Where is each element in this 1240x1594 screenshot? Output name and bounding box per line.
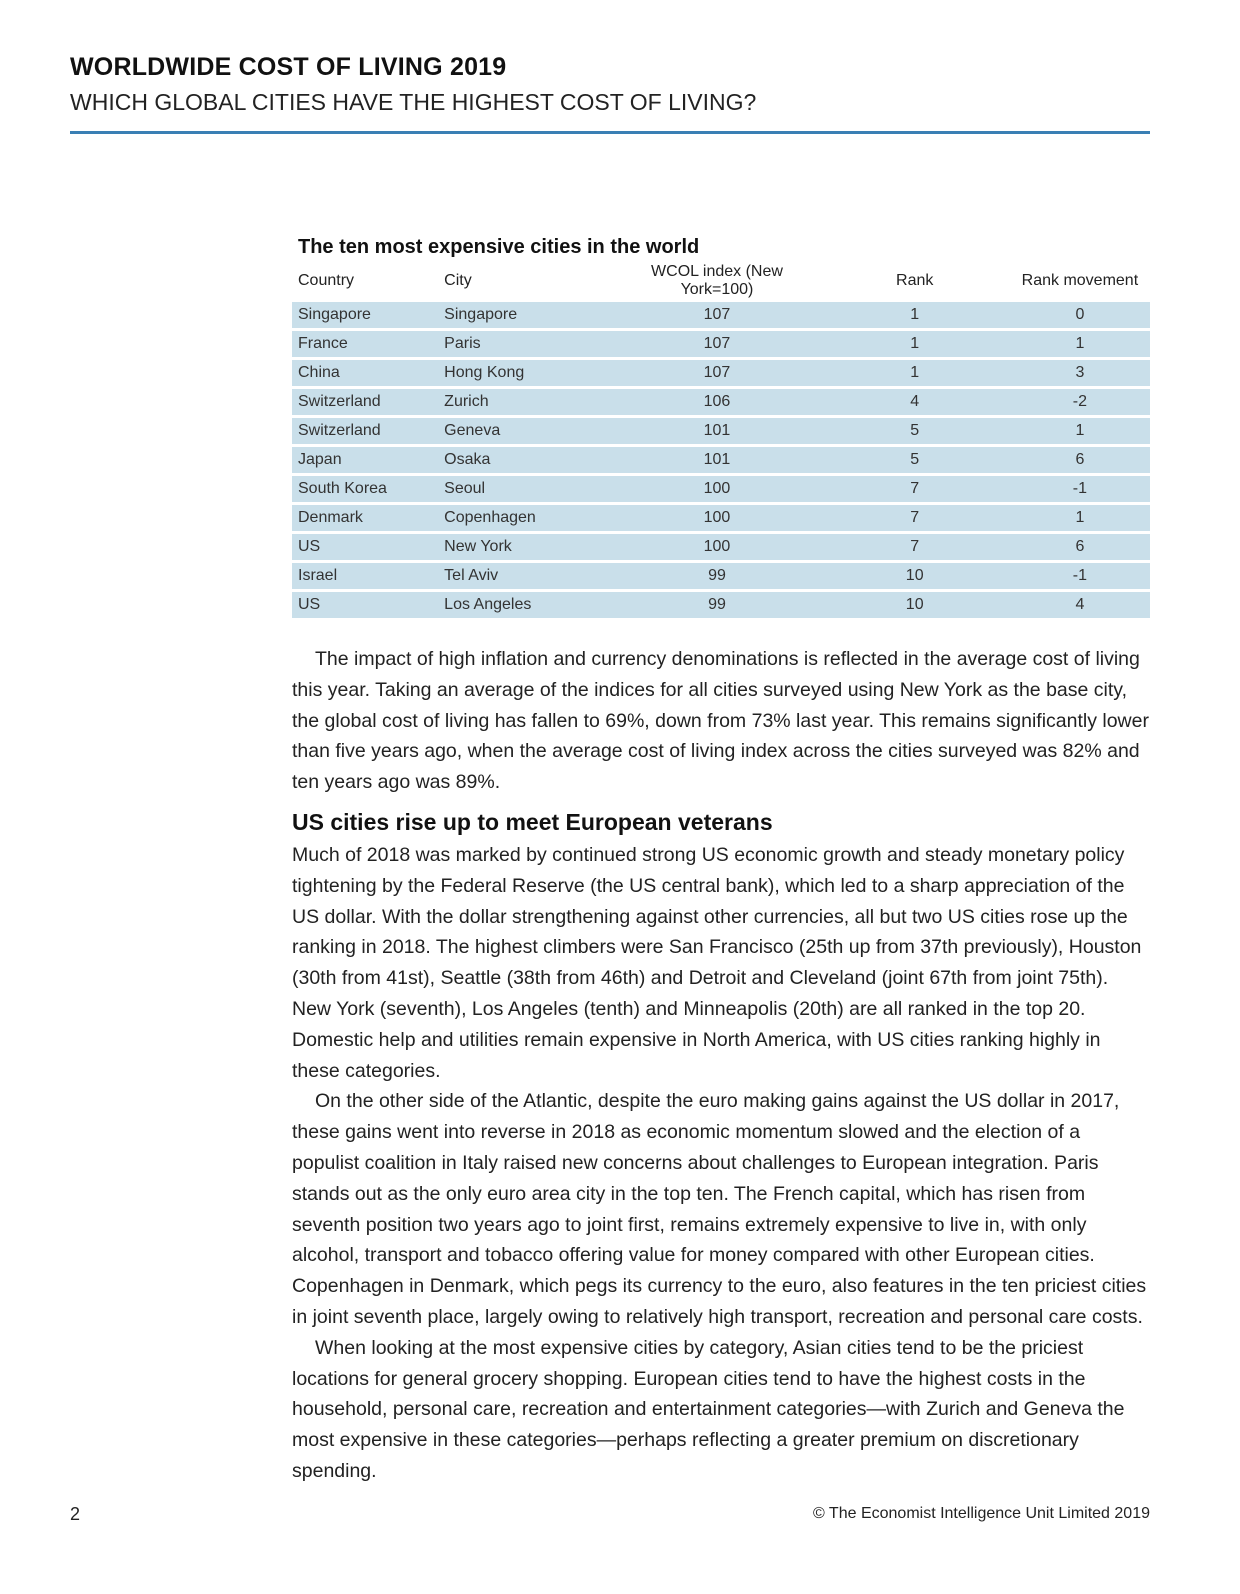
paragraph-categories: When looking at the most expensive cities by category, Asian cities tend to be the priciest locations for general grocery shopping. European cities tend to have the highest costs in the household, personal care, recreation and entertainment categories—with Zurich and Geneva the most expensive in these categories—perhaps reflecting a greater premium on discretionary spending. [292, 1336, 1125, 1482]
cell-city: Hong Kong [444, 360, 614, 386]
cell-index: 99 [614, 592, 819, 618]
column-header-index: WCOL index (New York=100) [651, 263, 783, 298]
table-row [292, 331, 1150, 357]
cell-rank: 10 [820, 563, 1010, 589]
table-row [292, 592, 1150, 618]
cell-rank: 4 [820, 389, 1010, 415]
cell-rank-movement: 1 [1010, 418, 1150, 444]
article-body [292, 644, 1152, 1487]
table-row [292, 389, 1150, 415]
cell-index: 100 [614, 534, 819, 560]
cell-city: Singapore [444, 302, 614, 328]
table-title: The ten most expensive cities in the world [298, 236, 700, 258]
paragraph-europe: On the other side of the Atlantic, despite the euro making gains against the US dollar in 2017, these gains went into reverse in 2018 as economic momentum slowed and the election of a populist coalition in Italy raised new concerns about challenges to European integration. Paris stands out as the only euro area city in the top ten. The French capital, which has risen from seventh position two years ago to joint first, remains extremely expensive to live in, with only alcohol, transport and tobacco offering value for money compared with other European cities. Copenhagen in Denmark, which pegs its currency to the euro, also features in the ten priciest cities in joint seventh place, largely owing to relatively high transport, recreation and personal care costs. [292, 1090, 1147, 1328]
cell-index: 100 [614, 476, 819, 502]
cell-country: Israel [292, 563, 444, 589]
cell-city: Paris [444, 331, 614, 357]
cell-country: South Korea [292, 476, 444, 502]
cell-country: US [292, 592, 444, 618]
cell-rank: 5 [820, 447, 1010, 473]
cell-rank: 10 [820, 592, 1010, 618]
report-title: WORLDWIDE COST OF LIVING 2019 [70, 53, 507, 81]
cell-rank: 5 [820, 418, 1010, 444]
cell-rank: 7 [820, 505, 1010, 531]
page-header [70, 52, 1150, 118]
cell-city: New York [444, 534, 614, 560]
paragraph-inflation: The impact of high inflation and currency denominations is reflected in the average cost of living this year. Taking an average of the indices for all cities surveyed using New York as the base city, the global cost of living has fallen to 69%, down from 73% last year. This remains significantly lower than five years ago, when the average cost of living index across the cities surveyed was 82% and ten years ago was 89%. [292, 648, 1149, 794]
table-row [292, 418, 1150, 444]
cell-country: France [292, 331, 444, 357]
cell-rank-movement: 4 [1010, 592, 1150, 618]
cell-country: Switzerland [292, 418, 444, 444]
cell-city: Osaka [444, 447, 614, 473]
header-divider [70, 131, 1150, 134]
cell-rank: 1 [820, 360, 1010, 386]
page-number: 2 [70, 1504, 81, 1524]
section-heading: US cities rise up to meet European veterans [292, 808, 773, 835]
cell-index: 107 [614, 331, 819, 357]
cell-country: Switzerland [292, 389, 444, 415]
cell-index: 106 [614, 389, 819, 415]
report-subtitle: WHICH GLOBAL CITIES HAVE THE HIGHEST COST OF LIVING? [70, 89, 757, 115]
cell-city: Zurich [444, 389, 614, 415]
copyright-notice: © The Economist Intelligence Unit Limited 2019 [812, 1505, 1150, 1522]
cell-rank-movement: 0 [1010, 302, 1150, 328]
column-header-country: Country [298, 272, 355, 289]
cell-country: US [292, 534, 444, 560]
table-row [292, 302, 1150, 328]
table-row [292, 360, 1150, 386]
table-row [292, 476, 1150, 502]
cell-country: Denmark [292, 505, 444, 531]
column-header-city: City [444, 272, 472, 289]
cell-city: Los Angeles [444, 592, 614, 618]
cell-index: 107 [614, 302, 819, 328]
cell-rank-movement: 6 [1010, 534, 1150, 560]
cell-index: 107 [614, 360, 819, 386]
cell-rank-movement: -1 [1010, 563, 1150, 589]
table-header-row [292, 263, 1150, 299]
cell-country: China [292, 360, 444, 386]
cell-country: Singapore [292, 302, 444, 328]
column-header-rank-movement: Rank movement [1021, 272, 1139, 289]
column-header-rank: Rank [896, 272, 934, 289]
paragraph-us-cities: Much of 2018 was marked by continued strong US economic growth and steady monetary policy tightening by the Federal Reserve (the US central bank), which led to a sharp appreciation of the US dollar. With the dollar strengthening against other currencies, all but two US cities rose up the ranking in 2018. The highest climbers were San Francisco (25th up from 37th previously), Houston (30th from 41st), Seattle (38th from 46th) and Detroit and Cleveland (joint 67th from joint 75th). New York (seventh), Los Angeles (tenth) and Minneapolis (20th) are all ranked in the top 20. Domestic help and utilities remain expensive in North America, with US cities ranking highly in these categories. [292, 843, 1142, 1082]
cell-rank: 7 [820, 534, 1010, 560]
cell-rank-movement: 3 [1010, 360, 1150, 386]
cell-city: Seoul [444, 476, 614, 502]
cell-index: 101 [614, 447, 819, 473]
cell-rank-movement: 1 [1010, 505, 1150, 531]
cell-rank-movement: 1 [1010, 331, 1150, 357]
cell-index: 99 [614, 563, 819, 589]
cell-city: Tel Aviv [444, 563, 614, 589]
cities-table-block [292, 233, 1150, 621]
cell-city: Geneva [444, 418, 614, 444]
cell-index: 100 [614, 505, 819, 531]
table-row [292, 534, 1150, 560]
cell-rank-movement: -2 [1010, 389, 1150, 415]
table-row [292, 505, 1150, 531]
cell-rank-movement: -1 [1010, 476, 1150, 502]
cities-table [292, 260, 1150, 621]
cell-rank: 7 [820, 476, 1010, 502]
cell-rank: 1 [820, 302, 1010, 328]
cell-rank-movement: 6 [1010, 447, 1150, 473]
cell-country: Japan [292, 447, 444, 473]
table-row [292, 447, 1150, 473]
table-row [292, 563, 1150, 589]
cell-rank: 1 [820, 331, 1010, 357]
cell-index: 101 [614, 418, 819, 444]
cell-city: Copenhagen [444, 505, 614, 531]
